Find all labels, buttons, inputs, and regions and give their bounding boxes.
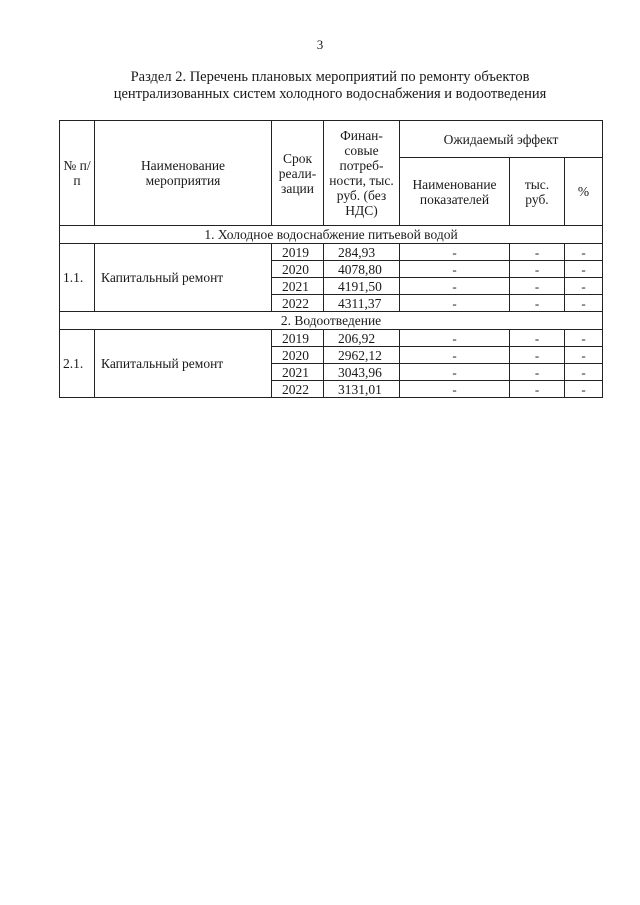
percent-cell: - (565, 347, 603, 364)
section-heading: 2. Водоотведение (60, 312, 603, 330)
year-cell: 2019 (272, 330, 324, 347)
indicators-cell: - (400, 244, 510, 261)
percent-cell: - (565, 364, 603, 381)
thousand-rub-cell: - (510, 330, 565, 347)
item-number: 2.1. (60, 330, 95, 398)
measures-table (59, 120, 603, 398)
section-title (60, 69, 600, 103)
indicators-cell: - (400, 330, 510, 347)
percent-cell: - (565, 244, 603, 261)
thousand-rub-cell: - (510, 278, 565, 295)
year-cell: 2020 (272, 261, 324, 278)
finance-cell: 284,93 (324, 244, 400, 261)
year-cell: 2021 (272, 278, 324, 295)
year-cell: 2021 (272, 364, 324, 381)
indicators-cell: - (400, 278, 510, 295)
indicators-cell: - (400, 261, 510, 278)
header-indicators: Наименование показателей (400, 158, 510, 226)
header-term: Срок реали-зации (272, 121, 324, 226)
percent-cell: - (565, 295, 603, 312)
header-thousand-rub: тыс. руб. (510, 158, 565, 226)
table-row (60, 330, 603, 347)
percent-cell: - (565, 330, 603, 347)
header-num: № п/п (60, 121, 95, 226)
thousand-rub-cell: - (510, 364, 565, 381)
year-cell: 2019 (272, 244, 324, 261)
year-cell: 2022 (272, 381, 324, 398)
item-number: 1.1. (60, 244, 95, 312)
finance-cell: 3131,01 (324, 381, 400, 398)
section-title-line-1: Раздел 2. Перечень плановых мероприятий по ремонту объектов (130, 69, 530, 85)
table-row (60, 244, 603, 261)
header-finance: Финан-совые потреб-ности, тыс. руб. (без НДС) (324, 121, 400, 226)
thousand-rub-cell: - (510, 347, 565, 364)
header-percent: % (565, 158, 603, 226)
header-expected-effect: Ожидаемый эффект (400, 121, 603, 158)
year-cell: 2022 (272, 295, 324, 312)
percent-cell: - (565, 278, 603, 295)
finance-cell: 4311,37 (324, 295, 400, 312)
indicators-cell: - (400, 381, 510, 398)
finance-cell: 2962,12 (324, 347, 400, 364)
section-heading: 1. Холодное водоснабжение питьевой водой (60, 226, 603, 244)
indicators-cell: - (400, 295, 510, 312)
page-number: 3 (316, 37, 324, 52)
thousand-rub-cell: - (510, 295, 565, 312)
measure-name: Капитальный ремонт (95, 330, 272, 398)
measure-name: Капитальный ремонт (95, 244, 272, 312)
percent-cell: - (565, 261, 603, 278)
thousand-rub-cell: - (510, 244, 565, 261)
thousand-rub-cell: - (510, 261, 565, 278)
indicators-cell: - (400, 364, 510, 381)
section-row (60, 226, 603, 244)
thousand-rub-cell: - (510, 381, 565, 398)
finance-cell: 3043,96 (324, 364, 400, 381)
finance-cell: 206,92 (324, 330, 400, 347)
header-name: Наименование мероприятия (95, 121, 272, 226)
indicators-cell: - (400, 347, 510, 364)
year-cell: 2020 (272, 347, 324, 364)
section-row (60, 312, 603, 330)
finance-cell: 4078,80 (324, 261, 400, 278)
section-title-line-2: централизованных систем холодного водоснабжения и водоотведения (113, 86, 547, 102)
percent-cell: - (565, 381, 603, 398)
finance-cell: 4191,50 (324, 278, 400, 295)
